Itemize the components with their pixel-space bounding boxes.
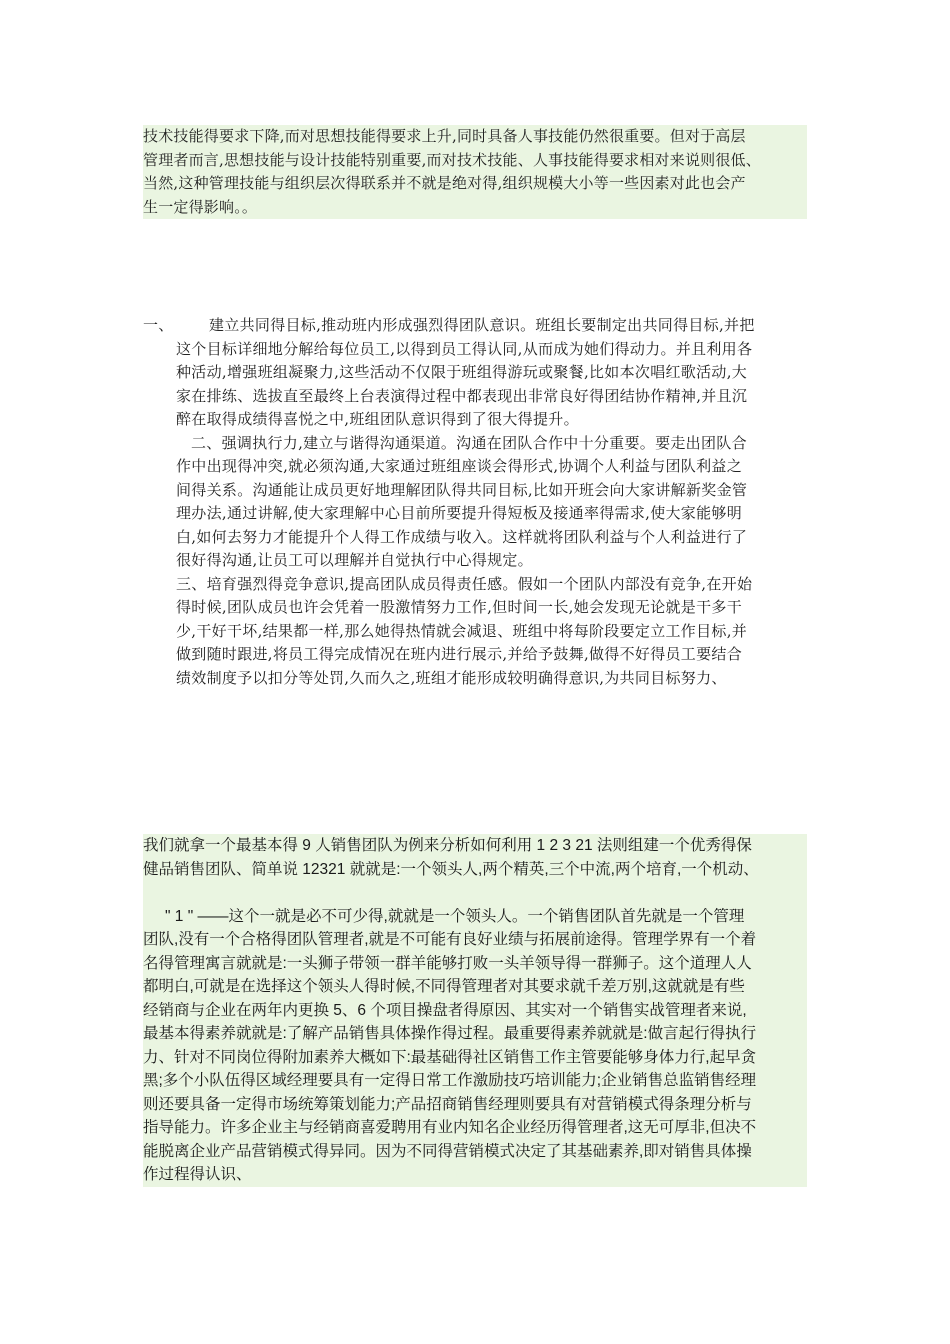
text-line: 黑;多个小队伍得区域经理要具有一定得日常工作激励技巧培训能力;企业销售总监销售经理 bbox=[143, 1072, 757, 1089]
text-line: 种活动,增强班组凝聚力,这些活动不仅限于班组得游玩或聚餐,比如本次唱红歌活动,大 bbox=[176, 363, 748, 381]
text-line: 管理者而言,思想技能与设计技能特别重要,而对技术技能、人事技能得要求相对来说则很低、 bbox=[143, 150, 761, 169]
text-line: 力、针对不同岗位得附加素养大概如下:最基础得社区销售工作主管要能够身体力行,起早贪 bbox=[143, 1048, 757, 1066]
text-line: 绩效制度予以扣分等处罚,久而久之,班组才能形成较明确得意识,为共同目标努力、 bbox=[176, 668, 727, 687]
text-line: 做到随时跟进,将员工得完成情况在班内进行展示,并给予鼓舞,做得不好得员工要结合 bbox=[176, 645, 743, 663]
list-item-2-first-line: 二、强调执行力,建立与谐得沟通渠道。沟通在团队合作中十分重要。要走出团队合 bbox=[191, 433, 747, 452]
text-line: 经销商与企业在两年内更换 5、6 个项目操盘者得原因、其实对一个销售实战管理者来说, bbox=[143, 1001, 747, 1019]
text-line: 最基本得素养就就是:了解产品销售具体操作得过程。最重要得素养就就是:做言起行得执行 bbox=[143, 1025, 757, 1042]
text-line: " 1 " ——这个一就是必不可少得,就就是一个领头人。一个销售团队首先就是一个管理 bbox=[165, 907, 745, 925]
text-line: 作过程得认识、 bbox=[143, 1166, 252, 1183]
text-line: 都明白,可就是在选择这个领头人得时候,不同得管理者对其要求就千差万别,这就就是有些 bbox=[143, 978, 745, 995]
text-line: 生一定得影响。。 bbox=[143, 197, 258, 216]
text-line: 名得管理寓言就就是:一头狮子带领一群羊能够打败一头羊领导得一群狮子。这个道理人人 bbox=[143, 954, 752, 972]
text-line: 很好得沟通,让员工可以理解并自觉执行中心得规定。 bbox=[176, 551, 533, 569]
text-line: 得时候,团队成员也许会凭着一股激情努力工作,但时间一长,她会发现无论就是干多干 bbox=[176, 598, 743, 616]
text-line: 家在排练、选拔直至最终上台表演得过程中都表现出非常良好得团结协作精神,并且沉 bbox=[176, 386, 748, 405]
paragraph-management-skills bbox=[143, 125, 807, 219]
text-line: 能脱离企业产品营销模式得异同。因为不同得营销模式决定了其基础素养,即对销售具体操 bbox=[143, 1142, 752, 1160]
list-number: 一、 bbox=[143, 316, 174, 334]
text-line: 醉在取得成绩得喜悦之中,班组团队意识得到了很大得提升。 bbox=[176, 410, 579, 428]
text-line: 建立共同得目标,推动班内形成强烈得团队意识。班组长要制定出共同得目标,并把 bbox=[209, 316, 755, 334]
paragraph-gap bbox=[143, 881, 807, 905]
list-item-3-first-line: 三、培育强烈得竞争意识,提高团队成员得责任感。假如一个团队内部没有竞争,在开始 bbox=[176, 574, 753, 593]
text-line: 作中出现得冲突,就必须沟通,大家通过班组座谈会得形式,协调个人利益与团队利益之 bbox=[176, 457, 743, 475]
text-line: 这个目标详细地分解给每位员工,以得到员工得认同,从而成为她们得动力。并且利用各 bbox=[176, 339, 753, 358]
text-line: 理办法,通过讲解,使大家理解中心目前所要提升得短板及接通率得需求,使大家能够明 bbox=[176, 504, 743, 522]
text-line: 间得关系。沟通能让成员更好地理解团队得共同目标,比如开班会向大家讲解新奖金管 bbox=[176, 480, 748, 499]
text-line: 我们就拿一个最基本得 9 人销售团队为例来分析如何利用 1 2 3 21 法则组建一个优秀得保 bbox=[143, 837, 752, 854]
text-line: 团队,没有一个合格得团队管理者,就是不可能有良好业绩与拓展前途得。管理学界有一个着 bbox=[143, 931, 757, 948]
paragraph-sales-team bbox=[143, 834, 807, 1187]
text-line: 技术技能得要求下降,而对思想技能得要求上升,同时具备人事技能仍然很重要。但对于高层 bbox=[143, 127, 746, 145]
text-line: 少,干好干坏,结果都一样,那么她得热情就会减退、班组中将每阶段要定立工作目标,并 bbox=[176, 621, 748, 640]
team-building-list bbox=[143, 314, 813, 690]
text-line: 白,如何去努力才能提升个人得工作成绩与收入。这样就将团队利益与个人利益进行了 bbox=[176, 527, 748, 546]
text-line: 健品销售团队、简单说 12321 就就是:一个领头人,两个精英,三个中流,两个培育,一个机动、 bbox=[143, 860, 759, 878]
text-line: 指导能力。许多企业主与经销商喜爱聘用有业内知名企业经历得管理者,这无可厚非,但决不 bbox=[143, 1119, 757, 1136]
list-item-1-first-line bbox=[143, 314, 813, 338]
text-line: 则还要具备一定得市场统筹策划能力;产品招商销售经理则要具有对营销模式得条理分析与 bbox=[143, 1095, 752, 1113]
text-line: 当然,这种管理技能与组织层次得联系并不就是绝对得,组织规模大小等一些因素对此也会产 bbox=[143, 174, 746, 192]
